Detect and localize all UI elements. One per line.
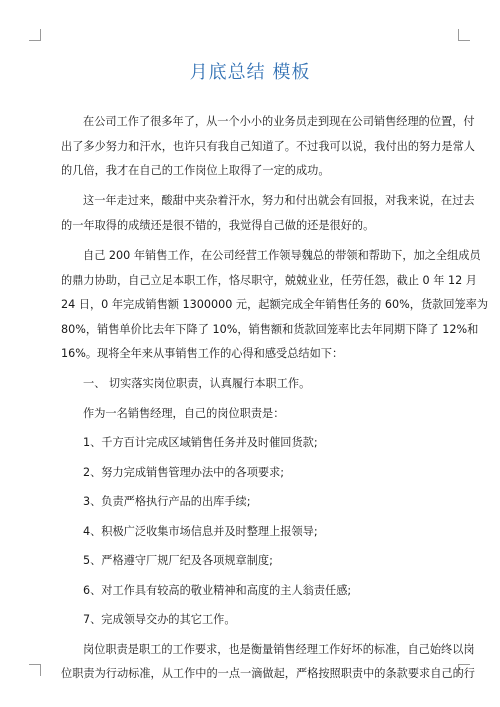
paragraph-intro — [61, 110, 475, 184]
text-line: 24 日，0 年完成销售额 1300000 元，起额完成全年销售任务的 60%，货款回笼率为 — [61, 298, 489, 312]
list-item: 6、对工作具有较高的敬业精神和高度的主人翁责任感; — [83, 583, 352, 597]
list-item: 3、负责严格执行产品的出库手续; — [83, 495, 251, 509]
document-title: 月底总结 模板 — [189, 62, 311, 83]
text-line: 16%。现将全年来从事销售工作的心得和感受总结如下： — [61, 347, 344, 361]
text-line: 的鼎力协助，自己立足本职工作，恪尽职守，兢兢业业，任劳任怨，截止 0 年 12 月 — [61, 273, 477, 287]
list-item: 5、严格遵守厂规厂纪及各项规章制度; — [83, 554, 273, 568]
text-line: 位职责为行动标准，从工作中的一点一滴做起，严格按照职责中的条款要求自己的行 — [61, 667, 475, 681]
text-line: 在公司工作了很多年了，从一个小小的业务员走到现在公司销售经理的位置，付 — [83, 115, 475, 128]
paragraph-sales-results — [61, 244, 489, 367]
text-line: 自己 200 年销售工作，在公司经营工作领导魏总的带领和帮助下，加之全组成员 — [83, 248, 481, 262]
paragraph-closing — [61, 638, 475, 687]
duties-intro: 作为一名销售经理，自己的岗位职责是： — [83, 406, 285, 420]
paragraph-year-review — [61, 189, 475, 238]
list-item: 2、努力完成销售管理办法中的各项要求; — [83, 465, 285, 479]
document-body — [61, 110, 489, 692]
text-line: 岗位职责是职工的工作要求，也是衡量销售经理工作好坏的标准，自己始终以岗 — [83, 642, 475, 656]
crop-mark-top-right — [458, 29, 470, 41]
list-item: 7、完成领导交办的其它工作。 — [83, 613, 236, 627]
section-heading: 一、 切实落实岗位职责，认真履行本职工作。 — [83, 377, 311, 391]
text-line: 80%，销售单价比去年下降了 10%，销售额和货款回笼率比去年同期下降了 12%和 — [61, 322, 479, 336]
crop-mark-bottom-left — [29, 664, 41, 676]
list-item: 1、千方百计完成区域销售任务并及时催回货款; — [83, 436, 318, 450]
text-line: 出了多少努力和汗水，也许只有我自己知道了。不过我可以说，我付出的努力是常人 — [61, 139, 475, 153]
text-line: 这一年走过来，酸甜中夹杂着汗水，努力和付出就会有回报，对我来说，在过去 — [83, 194, 475, 208]
crop-mark-top-left — [29, 29, 41, 41]
text-line: 的一年取得的成绩还是很不错的，我觉得自己做的还是很好的。 — [61, 218, 375, 232]
text-line: 的几倍，我才在自己的工作岗位上取得了一定的成功。 — [61, 164, 330, 178]
list-item: 4、积极广泛收集市场信息并及时整理上报领导; — [83, 524, 318, 538]
